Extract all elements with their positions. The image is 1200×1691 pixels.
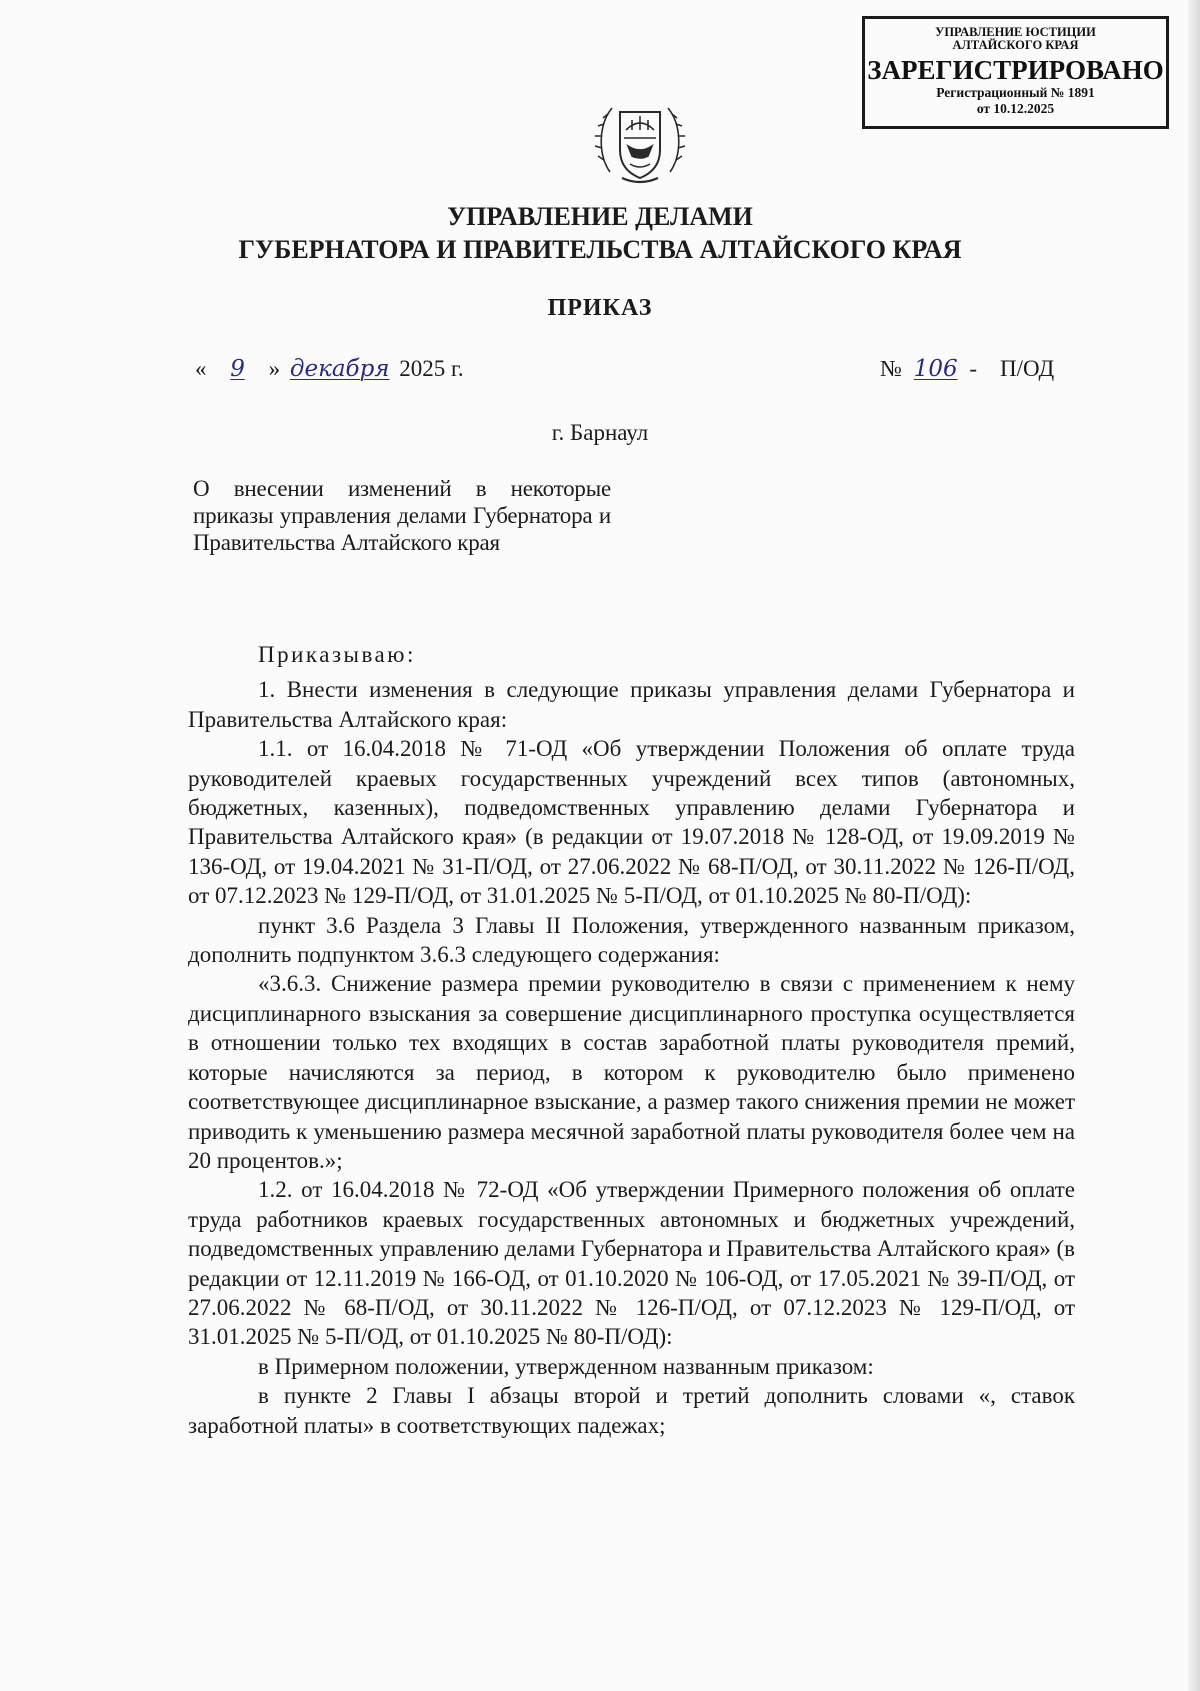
stamp-status: ЗАРЕГИСТРИРОВАНО [867,55,1164,85]
order-city: г. Барнаул [551,420,649,445]
issuer-title-line1: УПРАВЛЕНИЕ ДЕЛАМИ [447,202,753,231]
stamp-reg-date: от 10.12.2025 [976,101,1055,116]
stamp-org-line1: УПРАВЛЕНИЕ ЮСТИЦИИ [935,25,1096,39]
order-body [188,640,1075,1440]
stamp-org-line2: АЛТАЙСКОГО КРАЯ [952,38,1079,52]
order-number [880,356,1054,382]
paragraph-1-2-intro: в Примерном положении, утвержденном названным приказом: [258,1353,874,1379]
paragraph-1-2: 1.2. от 16.04.2018 № 72-ОД «Об утверждении Примерного положения об оплате труда работников краевых государственных автономных и бюджетных учреждений, подведомственных управлению делами Губернатора и Правительства Алтайского края» (в редакции от 12.11.2019 № 166-ОД, от 01.10.2020 № 106-ОД, от 17.05.2021 № 39-П/ОД, от 27.06.2022 № 68-П/ОД, от 30.11.2022 № 126-П/ОД, от 07.12.2023 № 129-П/ОД, от 31.01.2025 № 5-П/ОД, от 01.10.2025 № 80-П/ОД): [188,1177,1075,1350]
date-quote-open: « [195,356,207,381]
order-directive: Приказываю: [258,642,416,667]
order-subject: О внесении изменений в некоторые приказы управления делами Губернатора и Правительства Алтайского края [193,476,611,555]
paragraph-1-1-change: пункт 3.6 Раздела 3 Главы II Положения, утвержденного названным приказом, дополнить подпунктом 3.6.3 следующего содержания: [188,912,1075,968]
date-quote-close: » [268,356,281,381]
order-number-prefix: № [880,356,902,381]
paragraph-3-6-3-text: «3.6.3. Снижение размера премии руководителю в связи с применением к нему дисциплинарного взыскания за совершение дисциплинарного проступка осуществляется в отношении только тех входящих в состав заработной платы руководителя премий, которые начисляются за период, в котором к руководителю было применено соответствующее дисциплинарное взыскание, а размер такого снижения премии не может приводить к уменьшению размера месячной заработной платы руководителя более чем на 20 процентов.»; [188,971,1075,1173]
order-date [195,356,464,382]
order-year: 2025 г. [399,356,464,381]
altai-coat-of-arms-icon [590,90,690,190]
registration-stamp [862,16,1169,129]
document-type: ПРИКАЗ [547,295,653,321]
paragraph-1-2-change: в пункте 2 Главы I абзацы второй и третий дополнить словами «, ставок заработной платы» в соответствующих падежах; [188,1383,1075,1438]
paragraph-1: 1. Внести изменения в следующие приказы управления делами Губернатора и Правительства Алтайского края: [188,677,1075,732]
paragraph-1-1: 1.1. от 16.04.2018 № 71-ОД «Об утверждении Положения об оплате труда руководителей краевых государственных учреждений всех типов (автономных, бюджетных, казенных), подведомственных управлению делами Губернатора и Правительства Алтайского края» (в редакции от 19.07.2018 № 128-ОД, от 19.09.2019 № 136-ОД, от 19.04.2021 № 31-П/ОД, от 27.06.2022 № 68-П/ОД, от 30.11.2022 № 126-П/ОД, от 07.12.2023 № 129-П/ОД, от 31.01.2025 № 5-П/ОД, от 01.10.2025 № 80-П/ОД): [188,736,1075,909]
order-month: декабря [289,356,390,382]
issuer-title-line2: ГУБЕРНАТОРА И ПРАВИТЕЛЬСТВА АЛТАЙСКОГО КРАЯ [238,235,962,264]
order-number-suffix: - П/ОД [969,356,1055,381]
stamp-reg-number: Регистрационный № 1891 [936,85,1095,100]
order-day: 9 [230,356,245,382]
order-number-value: 106 [913,356,958,382]
